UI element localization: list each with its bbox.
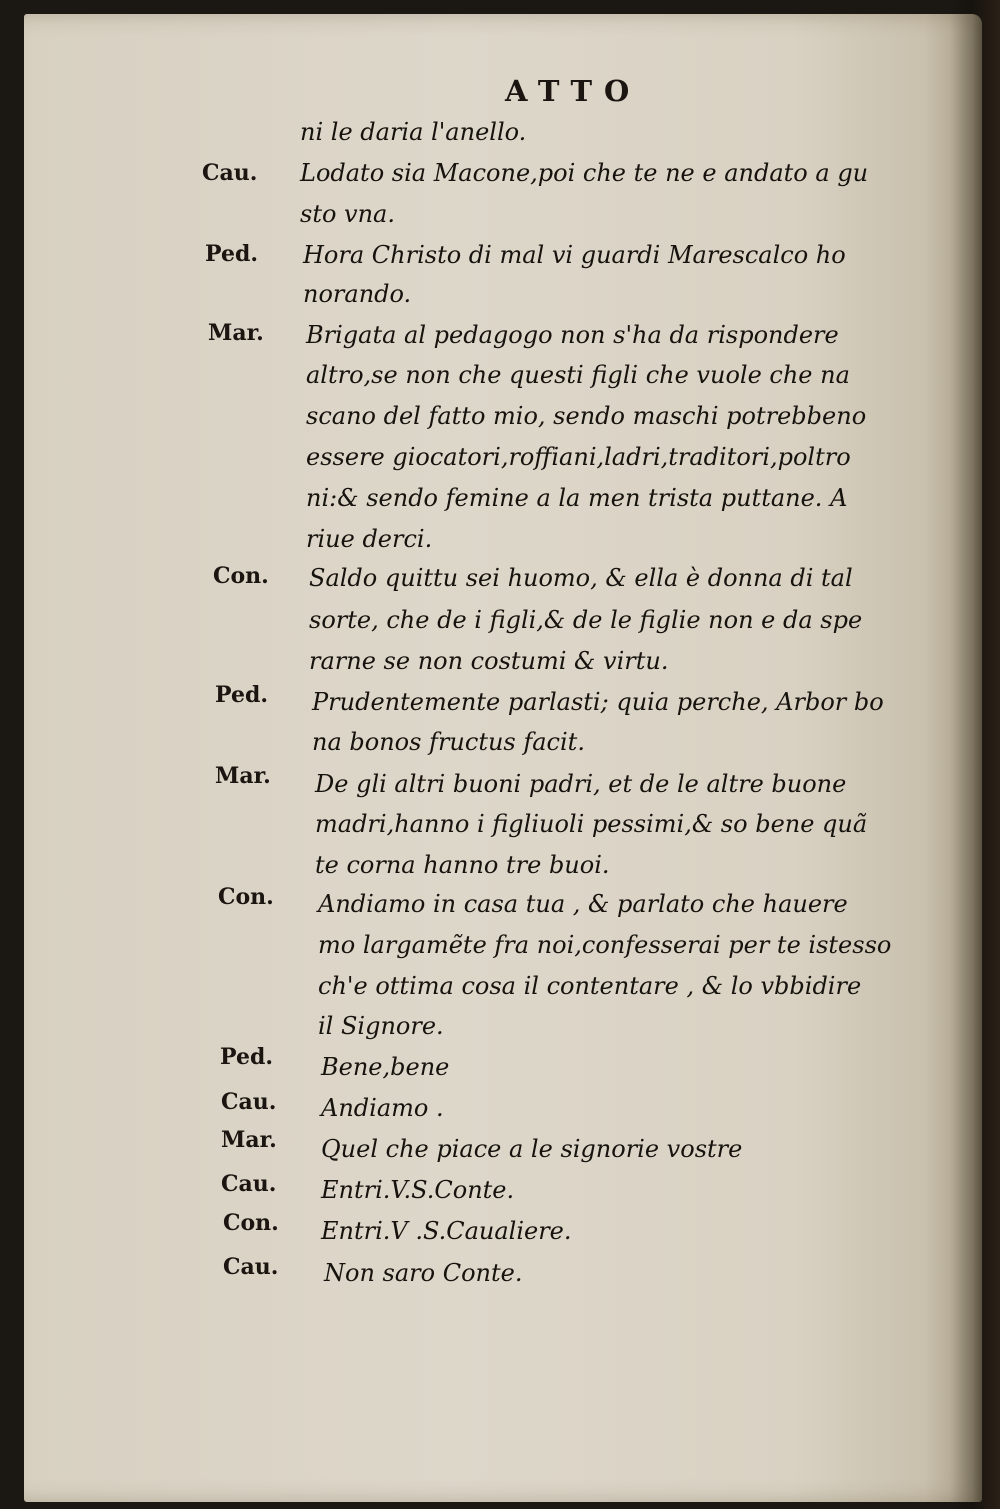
speaker-label: Cau. (221, 1089, 277, 1115)
text-line: il Signore. (318, 1012, 444, 1040)
speaker-label: Ped. (205, 241, 258, 267)
text-line: ch'e ottima cosa il contentare , & lo vbbidire (318, 972, 862, 1000)
text-line: Quel che piace a le signorie vostre (321, 1135, 743, 1163)
text-line: Entri.V.S.Conte. (321, 1176, 515, 1204)
text-line: madri,hanno i figliuoli pessimi,& so bene quã (315, 810, 868, 838)
text-line: rarne se non costumi & virtu. (309, 647, 669, 675)
text-line: ni le daria l'anello. (300, 118, 527, 146)
text-line: riue derci. (306, 525, 433, 553)
text-line: Andiamo . (321, 1094, 444, 1122)
text-line: scano del fatto mio, sendo maschi potrebbeno (306, 402, 867, 430)
text-line: Entri.V .S.Caualiere. (321, 1217, 572, 1245)
text-line: Saldo quittu sei huomo, & ella è donna di tal (309, 564, 853, 592)
text-line: Lodato sia Macone,poi che te ne e andato a gu (300, 159, 869, 187)
text-line: te corna hanno tre buoi. (315, 851, 610, 879)
speaker-label: Cau. (202, 160, 258, 186)
speaker-label: Mar. (221, 1127, 277, 1153)
text-line: Brigata al pedagogo non s'ha da rispondere (306, 321, 839, 349)
speaker-label: Mar. (215, 763, 271, 789)
speaker-label: Ped. (220, 1044, 273, 1070)
text-line: essere giocatori,roffiani,ladri,traditori,poltro (306, 443, 851, 471)
text-line: norando. (303, 280, 412, 308)
text-line: sorte, che de i figli,& de le figlie non e da spe (309, 606, 863, 634)
text-line: Andiamo in casa tua , & parlato che hauere (318, 890, 848, 918)
speaker-label: Con. (213, 563, 269, 589)
text-line: Hora Christo di mal vi guardi Marescalco ho (303, 241, 846, 269)
book-spine-shadow (950, 0, 1000, 1509)
text-line: sto vna. (300, 200, 395, 228)
text-line: Prudentemente parlasti; quia perche, Arbor bo (312, 688, 884, 716)
speaker-label: Con. (218, 884, 274, 910)
text-line: ni:& sendo femine a la men trista puttane. A (306, 484, 848, 512)
text-line: altro,se non che questi figli che vuole che na (306, 361, 850, 389)
speaker-label: Cau. (221, 1171, 277, 1197)
speaker-label: Ped. (215, 682, 268, 708)
text-line: Bene,bene (321, 1053, 450, 1081)
speaker-label: Cau. (223, 1254, 279, 1280)
running-header: ATTO (505, 74, 642, 108)
text-line: mo largamẽte fra noi,confesserai per te istesso (318, 931, 892, 959)
speaker-label: Con. (223, 1210, 279, 1236)
text-line: Non saro Conte. (324, 1259, 523, 1287)
text-line: De gli altri buoni padri, et de le altre buone (315, 770, 847, 798)
speaker-label: Mar. (208, 320, 264, 346)
text-line: na bonos fructus facit. (312, 728, 585, 756)
